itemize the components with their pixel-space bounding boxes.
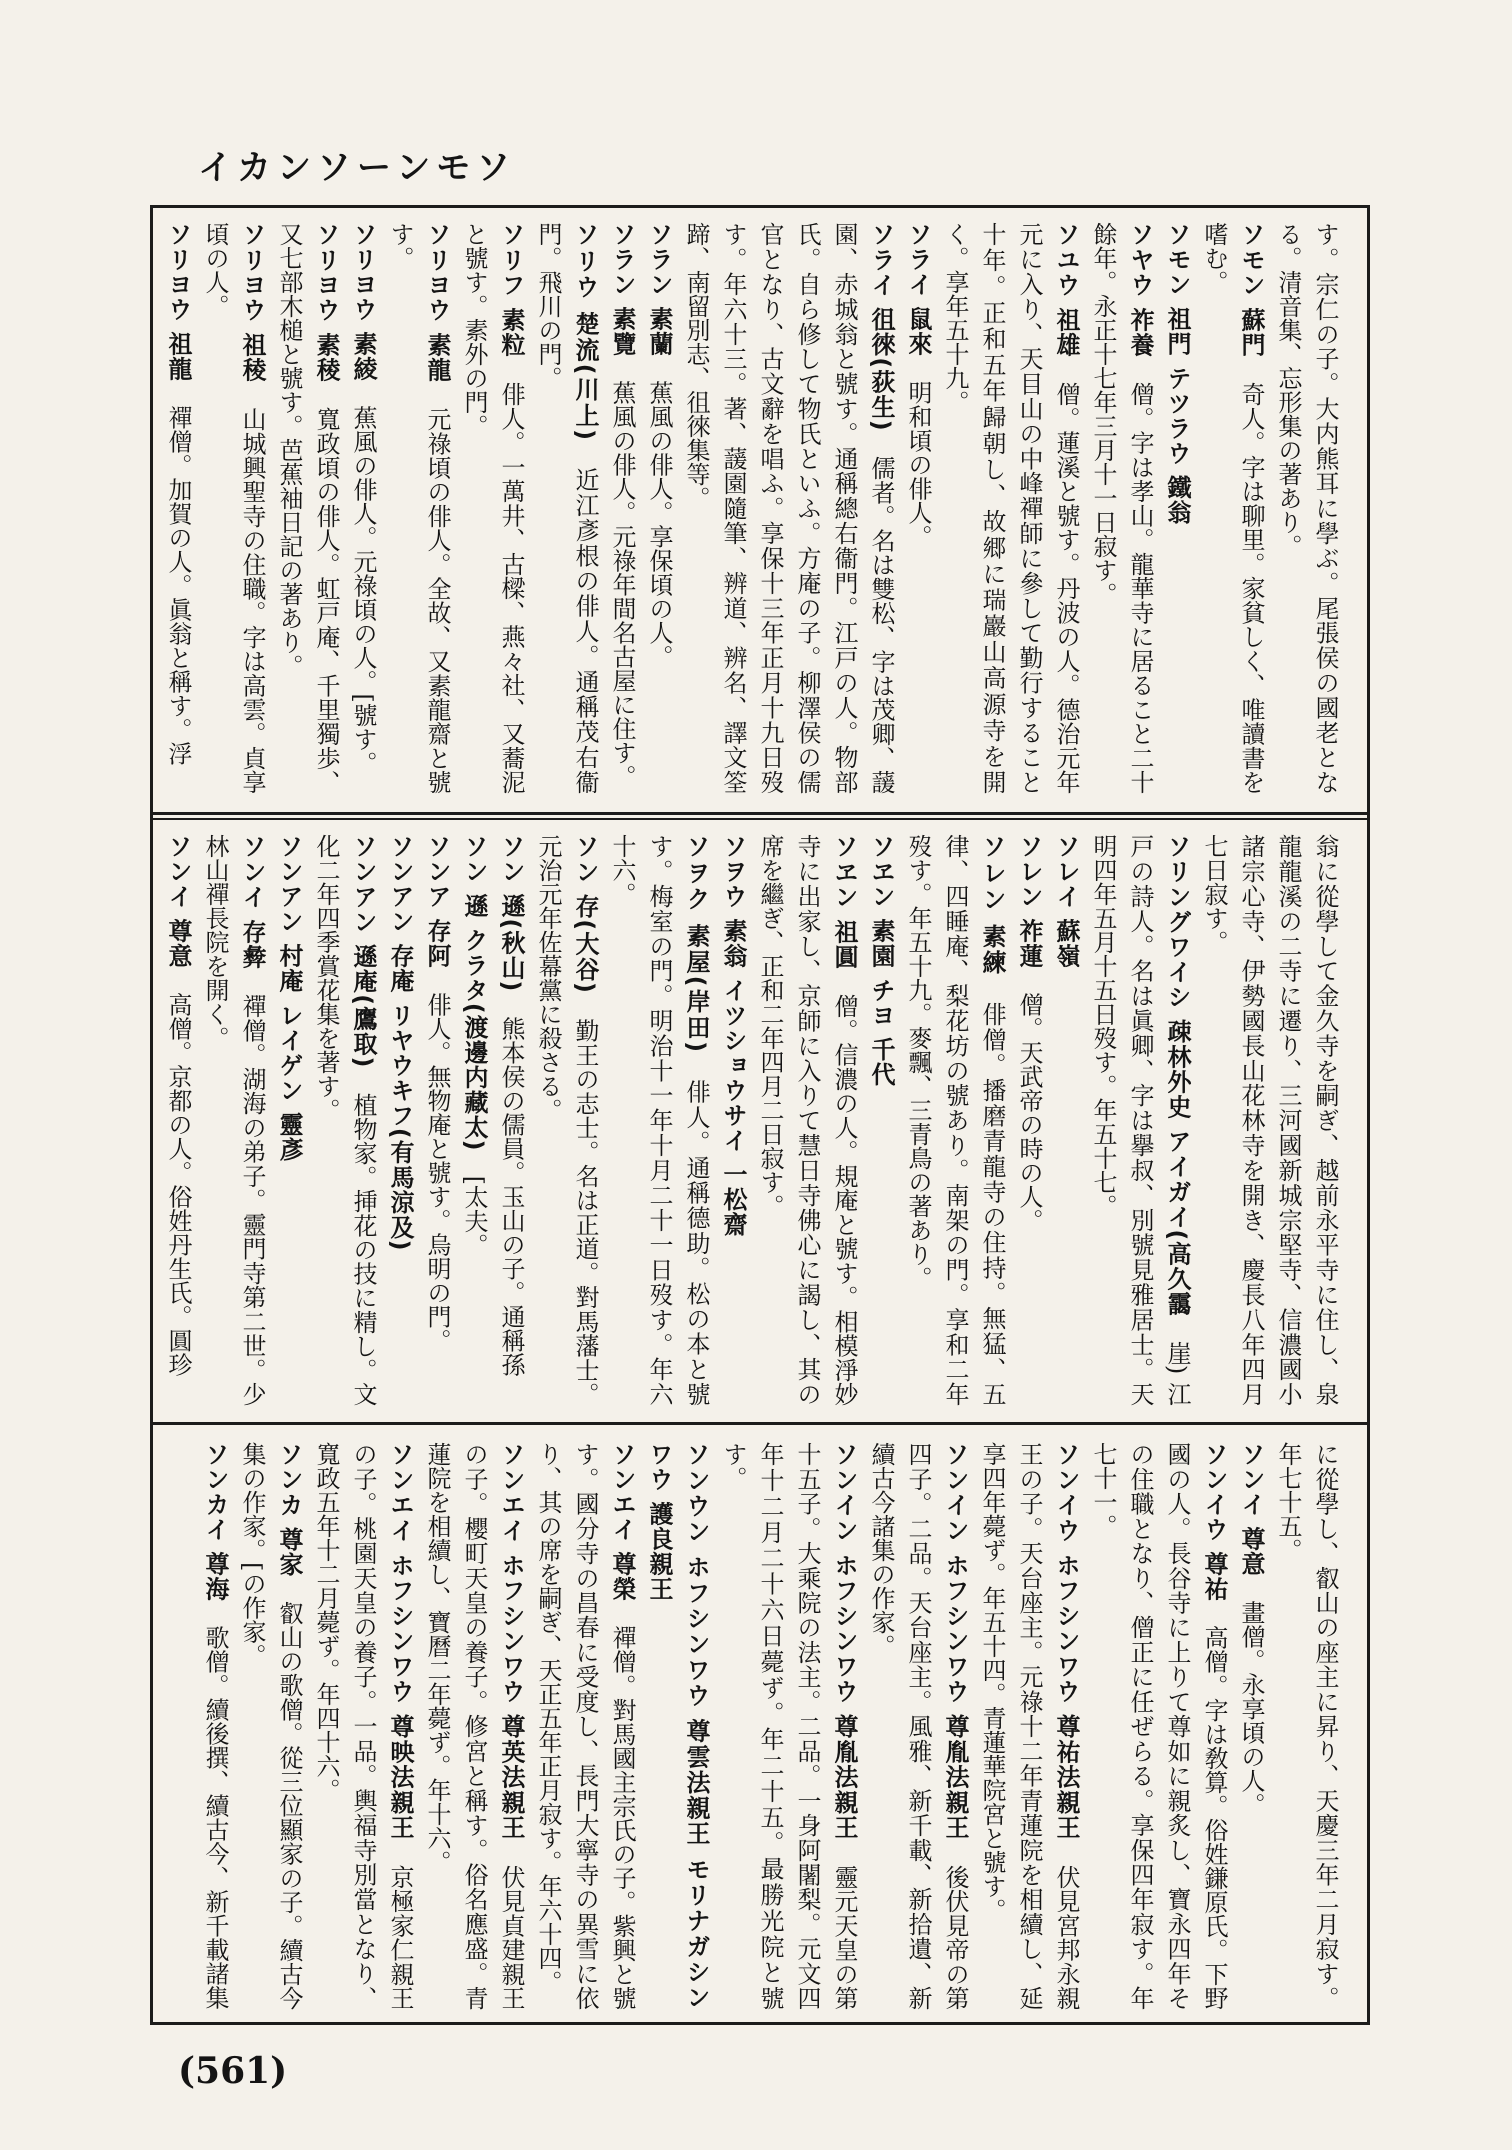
dictionary-entry bbox=[159, 834, 196, 1406]
entry-text: 畫僧。永享頃の人。 bbox=[1237, 1600, 1265, 1817]
entry-headword: ソリヨウ 祖稜 bbox=[238, 222, 266, 383]
entry-text: 歌僧。續後撰、續古今、新千載諸集 bbox=[201, 1625, 229, 2010]
entry-headword: ソンイ 尊意 bbox=[1237, 1442, 1265, 1577]
entry-headword: ソンイウ 尊祐 bbox=[1200, 1442, 1228, 1602]
entry-text: 儒者。名は雙松、字は茂卿、蘐園、赤城翁と號す。通稱總右衞門。江戸の人。物部氏。自ら修して物氏といふ。方庵の子。柳澤侯の儒官となり、古文辭を唱ふ。享保十三年正月十九日歿す。年六十三。著、蘐園隨筆、辨道、辨名、譯文筌蹄、南留別志、徂徠集等。 bbox=[682, 222, 895, 795]
entry-text: 山城興聖寺の住職。字は高雲。貞享頃の人。 bbox=[201, 222, 266, 795]
band-divider bbox=[153, 812, 1367, 815]
dictionary-entry bbox=[344, 222, 381, 794]
entry-text: 禪僧。加賀の人。眞翁と稱す。浮 bbox=[164, 405, 192, 766]
entry-headword: ソレン 祚蓮 bbox=[1015, 834, 1043, 969]
entry-text: 蕉風の俳人。元祿頃の人。[號す。 bbox=[349, 405, 377, 775]
entry-text: 禪僧。對馬國主宗氏の子。紫興と號す。國分寺の昌春に受度し、長門大寧寺の異雪に依り、其の席を嗣ぎ、天正五年正月寂す。年六十四。 bbox=[534, 1442, 636, 2011]
dictionary-entry bbox=[603, 222, 640, 794]
dictionary-entry bbox=[196, 834, 270, 1406]
entry-text: 俳僧。播磨青龍寺の住持。無猛、五律、四睡庵、梨花坊の號あり。南架の門。享和二年歿す。年五十九。麥飄、三青鳥の著あり。 bbox=[904, 834, 1006, 1407]
entry-headword: ソンエイ 尊榮 bbox=[608, 1442, 636, 1602]
dictionary-entry bbox=[529, 834, 603, 1406]
dictionary-entry bbox=[603, 834, 714, 1406]
entry-headword: ソラン 素覽 bbox=[608, 222, 636, 357]
entry-headword: ソリヨウ 祖龍 bbox=[164, 222, 192, 382]
entry-headword: ソリフ 素粒 bbox=[497, 222, 525, 358]
entry-headword: ソリウ 楚流(川上) bbox=[571, 222, 599, 442]
entry-headword: ソン 存(大谷) bbox=[571, 834, 599, 994]
entry-text: 俳人。無物庵と號す。烏明の門。 bbox=[423, 992, 451, 1353]
entry-band-top bbox=[153, 208, 1367, 808]
dictionary-entry bbox=[233, 1442, 307, 2010]
entry-headword: ソレイ 蘇嶺 bbox=[1052, 834, 1080, 969]
entry-text: 熊本侯の儒員。玉山の子。通稱孫 bbox=[497, 1016, 525, 1377]
dictionary-frame bbox=[150, 205, 1370, 2025]
dictionary-entry bbox=[1084, 834, 1195, 1406]
dictionary-entry bbox=[270, 834, 307, 1406]
entry-text: 明和頃の俳人。 bbox=[904, 380, 932, 549]
entry-text: 崖) 江戸の詩人。名は眞卿、字は擧叔、別號見雅居士。天明四年五月十五日歿す。年五十七。 bbox=[1089, 834, 1191, 1406]
dictionary-entry bbox=[529, 222, 603, 794]
entry-text: 奇人。字は聊里。家貧しく、唯讀書を嗜む。 bbox=[1200, 222, 1265, 795]
dictionary-entry bbox=[1084, 222, 1158, 794]
entry-text: 蕉風の俳人。享保頃の人。 bbox=[645, 380, 673, 669]
entry-text: 叡山の歌僧。從三位顯家の子。續古今集の作家。[の作家。 bbox=[238, 1442, 303, 2011]
dictionary-entry bbox=[640, 222, 677, 794]
entry-text: 後伏見帝の第四子。二品。天台座主。風雅、新千載、新拾遺、新續古今諸集の作家。 bbox=[867, 1442, 969, 2011]
entry-headword: ソヲウ 素翁 イツショウサイ 一松齋 bbox=[719, 834, 747, 1238]
entry-headword: ソンイン ホフシンワウ 尊胤法親王 bbox=[830, 1442, 858, 1841]
entry-text: 僧。天武帝の時の人。 bbox=[1015, 992, 1043, 1233]
entry-headword: ソンイン ホフシンワウ 尊胤法親王 bbox=[941, 1442, 969, 1841]
entry-headword: ソン 遜(秋山) bbox=[497, 834, 525, 993]
entry-text: 高僧。字は敎算。俗姓鎌原氏。下野國の人。長谷寺に上りて尊如に親炙し、寶永四年その住職となり、僧正に任ぜらる。享保四年寂す。年七十一。 bbox=[1089, 1442, 1228, 2011]
band-divider bbox=[153, 1422, 1367, 1425]
dictionary-entry bbox=[899, 222, 936, 794]
entry-headword: ソリヨウ 素龍 bbox=[423, 222, 451, 383]
entry-headword: ソンアン 存庵 リヤウキフ(有馬涼及) bbox=[386, 834, 414, 1252]
entry-text: 植物家。挿花の技に精し。文化二年四季賞花集を著す。 bbox=[312, 834, 377, 1407]
entry-headword: ソリングワイシ 疎林外史 アイガイ(高久靄 bbox=[1163, 834, 1191, 1317]
entry-headword: ソリヨウ 素稜 bbox=[312, 222, 340, 383]
dictionary-entry bbox=[862, 834, 899, 1406]
dictionary-entry bbox=[1010, 834, 1047, 1406]
dictionary-entry bbox=[381, 834, 418, 1406]
dictionary-entry bbox=[307, 1442, 418, 2010]
entry-headword: ソンア 存阿 bbox=[423, 834, 451, 969]
dictionary-entry bbox=[1232, 1442, 1269, 2010]
dictionary-entry bbox=[714, 1442, 862, 2010]
dictionary-entry bbox=[418, 1442, 529, 2010]
dictionary-entry bbox=[677, 222, 899, 794]
entry-headword: ソラン 素蘭 bbox=[645, 222, 673, 357]
entry-headword: ソヤウ 祚養 bbox=[1126, 222, 1154, 358]
entry-headword: ソモン 蘇門 bbox=[1237, 222, 1265, 358]
dictionary-entry bbox=[307, 834, 381, 1406]
entry-text: 蕉風の俳人。元祿年間名古屋に住す。 bbox=[608, 380, 636, 789]
entry-headword: ソライ 徂徠(荻生) bbox=[867, 222, 895, 432]
entry-text: 僧。信濃の人。規庵と號す。相模淨妙寺に出家し、京師に入りて慧日寺佛心に謁し、其の席を繼ぎ、正和二年四月二日寂す。 bbox=[756, 834, 858, 1407]
entry-headword: ソンイウ ホフシンワウ 尊祐法親王 bbox=[1052, 1442, 1080, 1841]
entry-headword: ソンエイ ホフシンワウ 尊映法親王 bbox=[386, 1442, 414, 1841]
dictionary-entry bbox=[196, 222, 270, 794]
entry-headword: ソンアン 村庵 レイゲン 靈彥 bbox=[275, 834, 303, 1163]
entry-headword: ソンイ 尊意 bbox=[164, 834, 192, 969]
entry-text: 僧。字は孝山。龍華寺に居ること二十餘年。永正十七年三月十一日寂す。 bbox=[1089, 222, 1154, 795]
dictionary-entry bbox=[1084, 1442, 1232, 2010]
dictionary-entry bbox=[899, 834, 1010, 1406]
entry-text: に從學し、叡山の座主に昇り、天慶三年二月寂す。年七十五。 bbox=[1274, 1442, 1339, 2010]
entry-headword: ソンカ 尊家 bbox=[275, 1442, 303, 1577]
dictionary-entry bbox=[714, 834, 751, 1406]
dictionary-entry bbox=[1047, 834, 1084, 1406]
entry-headword: ソレン 素練 bbox=[978, 834, 1006, 977]
dictionary-entry bbox=[492, 834, 529, 1406]
entry-text: 京極家仁親王の子。桃園天皇の養子。一品。輿福寺別當となり、寬政五年十二月薨ず。年四十六。 bbox=[312, 1442, 414, 2011]
entry-headword: ソンウン ホフシンワウ 尊雲法親王 モリナガシンワウ 護良親王 bbox=[645, 1442, 710, 2010]
dictionary-entry bbox=[1269, 222, 1343, 794]
entry-headword: ソヱン 素園 チヨ 千代 bbox=[867, 834, 895, 1088]
entry-text: 僧。蓮溪と號す。丹波の人。德治元年元に入り、天目山の中峰禪師に參して勤行すること十年。正和五年歸朝し、故郷に瑞巖山高源寺を開く。享年五十九。 bbox=[941, 222, 1080, 795]
entry-text: 伏見宮邦永親王の子。天台座主。元祿十二年青蓮院を相續し、延享四年薨ず。年五十四。青蓮華院宮と號す。 bbox=[978, 1442, 1080, 2011]
entry-headword: ソモン 祖門 テツラウ 鐵翁 bbox=[1163, 222, 1191, 526]
entry-text: す。宗仁の子。大内熊耳に學ぶ。尾張侯の國老となる。清音集、忘形集の著あり。 bbox=[1274, 222, 1339, 794]
entry-text: 伏見貞建親王の子。櫻町天皇の養子。修宮と稱す。俗名應盛。青蓮院を相續し、寶曆二年薨ず。年十六。 bbox=[423, 1442, 525, 2011]
dictionary-entry bbox=[196, 1442, 233, 2010]
entry-headword: ソユウ 祖雄 bbox=[1052, 222, 1080, 358]
dictionary-entry bbox=[159, 222, 196, 794]
dictionary-entry bbox=[1158, 222, 1195, 794]
entry-text: 元祿頃の俳人。全故、又素龍齋と號す。 bbox=[386, 222, 451, 795]
dictionary-entry bbox=[936, 222, 1084, 794]
running-head: イカンソーンモソ bbox=[198, 148, 517, 188]
dictionary-entry bbox=[381, 222, 455, 794]
page-number: (561) bbox=[178, 2050, 288, 2092]
dictionary-entry bbox=[529, 1442, 640, 2010]
entry-headword: ソンイ 存彜 bbox=[238, 834, 266, 970]
entry-text: 禪僧。湖海の弟子。靈門寺第二世。少林山禪長院を開く。 bbox=[201, 834, 266, 1407]
entry-text: 翁に從學して金久寺を嗣ぎ、越前永平寺に住し、泉龍龍溪の二寺に遷り、三河國新城宗堅寺、信濃國小諸宗心寺、伊勢國長山花林寺を開き、慶長八年四月七日寂す。 bbox=[1200, 834, 1339, 1406]
dictionary-entry bbox=[418, 834, 455, 1406]
entry-text: 高僧。京都の人。俗姓丹生氏。圓珍 bbox=[164, 992, 192, 1377]
dictionary-entry bbox=[1195, 834, 1343, 1406]
dictionary-entry bbox=[455, 834, 492, 1406]
entry-text: 俳人。通稱德助。松の本と號す。梅室の門。明治十一年十月二十一日歿す。年六十六。 bbox=[608, 834, 710, 1407]
entry-text: 靈元天皇の第十五子。大乘院の法主。二品。一身阿闍梨。元文四年十二月二十六日薨ず。年二十五。最勝光院と號す。 bbox=[719, 1442, 858, 2011]
entry-headword: ソヱン 祖圓 bbox=[830, 834, 858, 970]
entry-headword: ソンカイ 尊海 bbox=[201, 1442, 229, 1602]
dictionary-entry bbox=[1269, 1442, 1343, 2010]
dictionary-entry bbox=[455, 222, 529, 794]
entry-headword: ソンエイ ホフシンワウ 尊英法親王 bbox=[497, 1442, 525, 1841]
entry-band-bottom bbox=[153, 1428, 1367, 2024]
entry-headword: ソン 遜 クラタ(渡邊内藏太) bbox=[460, 834, 488, 1152]
dictionary-entry bbox=[270, 222, 344, 794]
entry-text: 近江彥根の俳人。通稱茂右衞門。飛川の門。 bbox=[534, 222, 599, 795]
entry-headword: ソヲク 素屋(岸田) bbox=[682, 834, 710, 1054]
entry-text: 勤王の志士。名は正道。對馬藩士。元治元年佐幕黨に殺さる。 bbox=[534, 834, 599, 1407]
dictionary-entry bbox=[862, 1442, 973, 2010]
dictionary-entry bbox=[640, 1442, 714, 2010]
entry-headword: ソライ 鼠來 bbox=[904, 222, 932, 357]
entry-text: 寬政頃の俳人。虹戸庵、千里獨歩、又七部木槌と號す。芭蕉袖日記の著あり。 bbox=[275, 222, 340, 795]
entry-text: [太夫。 bbox=[460, 1175, 488, 1258]
entry-text: 俳人。一萬井、古樑、燕々社、又蕎泥と號す。素外の門。 bbox=[460, 222, 525, 795]
entry-headword: ソンアン 遜庵(鷹取) bbox=[349, 834, 377, 1069]
entry-headword: ソリヨウ 素綾 bbox=[349, 222, 377, 382]
dictionary-entry bbox=[1195, 222, 1269, 794]
entry-band-middle bbox=[153, 820, 1367, 1420]
dictionary-entry bbox=[973, 1442, 1084, 2010]
dictionary-entry bbox=[751, 834, 862, 1406]
